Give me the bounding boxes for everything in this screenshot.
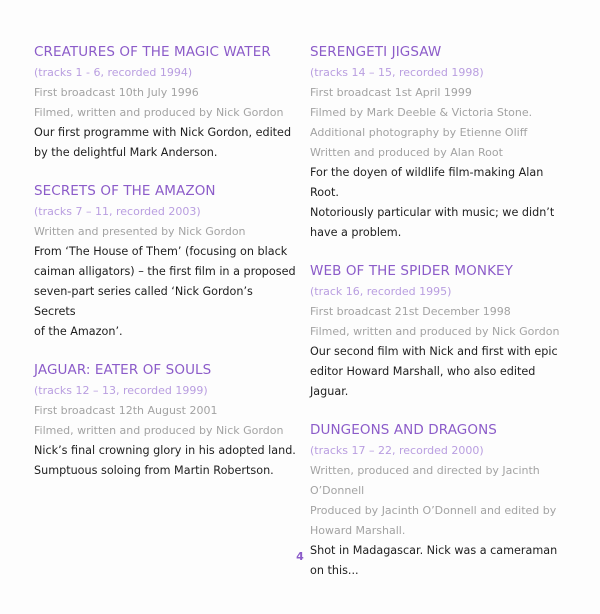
entry-credit: First broadcast 1st April 1999	[310, 86, 472, 99]
entry-description-line: From ‘The House of Them’ (focusing on black	[34, 245, 288, 258]
entry-tracks: (tracks 14 – 15, recorded 1998)	[310, 66, 484, 79]
entry-description-line: seven-part series called ‘Nick Gordon’s Secrets	[34, 285, 253, 318]
entry-creatures-of-the-magic-water	[34, 42, 296, 163]
entry-secrets-of-the-amazon	[34, 181, 296, 342]
entry-tracks: (tracks 1 - 6, recorded 1994)	[34, 66, 193, 79]
entry-serengeti-jigsaw	[310, 42, 572, 243]
entry-tracks: (tracks 17 – 22, recorded 2000)	[310, 444, 484, 457]
entry-credit: Filmed, written and produced by Nick Gordon	[34, 106, 284, 119]
entry-description-line: have a problem.	[310, 226, 402, 239]
entry-credit: Written, produced and directed by Jacinth	[310, 464, 540, 477]
entry-jaguar-eater-of-souls	[34, 360, 296, 481]
entry-tracks: (tracks 12 – 13, recorded 1999)	[34, 384, 208, 397]
entry-description-line: caiman alligators) – the first film in a proposed	[34, 265, 296, 278]
entry-credit: Produced by Jacinth O’Donnell and edited by	[310, 504, 557, 517]
entry-credit: First broadcast 21st December 1998	[310, 305, 511, 318]
entry-description-line: Shot in Madagascar. Nick was a cameraman	[310, 544, 558, 557]
left-column	[34, 42, 296, 499]
entry-title: CREATURES OF THE MAGIC WATER	[34, 44, 271, 60]
entry-credit: Filmed, written and produced by Nick Gordon	[310, 325, 560, 338]
entry-description-line: by the delightful Mark Anderson.	[34, 146, 218, 159]
entry-tracks: (track 16, recorded 1995)	[310, 285, 452, 298]
page-number: 4	[296, 550, 304, 563]
entry-tracks: (tracks 7 – 11, recorded 2003)	[34, 205, 201, 218]
entry-description-line: of the Amazon’.	[34, 325, 123, 338]
entry-credit: O’Donnell	[310, 484, 365, 497]
entry-description-line: For the doyen of wildlife film-making Alan Root.	[310, 166, 544, 199]
entry-credit: Howard Marshall.	[310, 524, 406, 537]
entry-title: SERENGETI JIGSAW	[310, 44, 442, 60]
entry-description-line: editor Howard Marshall, who also edited	[310, 365, 536, 378]
entry-title: WEB OF THE SPIDER MONKEY	[310, 263, 514, 279]
entry-title: JAGUAR: EATER OF SOULS	[34, 362, 212, 378]
entry-credit: Filmed by Mark Deeble & Victoria Stone.	[310, 106, 533, 119]
entry-credit: First broadcast 12th August 2001	[34, 404, 218, 417]
entry-description-line: on this...	[310, 564, 359, 577]
entry-credit: Filmed, written and produced by Nick Gordon	[34, 424, 284, 437]
right-column	[310, 42, 572, 599]
entry-description-line: Sumptuous soloing from Martin Robertson.	[34, 464, 274, 477]
entry-credit: Written and produced by Alan Root	[310, 146, 503, 159]
entry-credit: Additional photography by Etienne Oliff	[310, 126, 528, 139]
entry-title: SECRETS OF THE AMAZON	[34, 183, 216, 199]
entry-credit: First broadcast 10th July 1996	[34, 86, 199, 99]
entry-credit: Written and presented by Nick Gordon	[34, 225, 246, 238]
entry-description-line: Notoriously particular with music; we didn’t	[310, 206, 555, 219]
entry-description-line: Our second film with Nick and first with epic	[310, 345, 558, 358]
entry-title: DUNGEONS AND DRAGONS	[310, 422, 497, 438]
entry-web-of-the-spider-monkey	[310, 261, 572, 402]
entry-description-line: Our first programme with Nick Gordon, edited	[34, 126, 292, 139]
entry-description-line: Jaguar.	[310, 385, 349, 398]
entry-description-line: Nick’s final crowning glory in his adopted land.	[34, 444, 296, 457]
